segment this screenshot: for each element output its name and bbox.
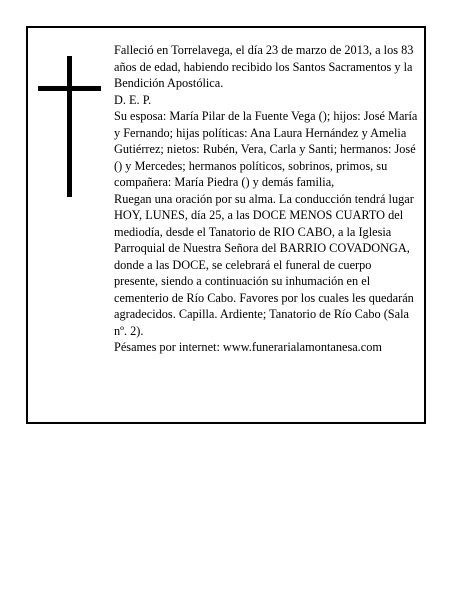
obituary-notice bbox=[26, 26, 426, 424]
condolences-line: Pésames por internet: www.funerarialamontanesa.com bbox=[114, 340, 382, 354]
rip-line: D. E. P. bbox=[114, 92, 152, 107]
family-list: Su esposa: María Pilar de la Fuente Vega (); hijos: José María y Fernando; hijas políticas: Ana Laura Hernández y Amelia Gutiérrez; nietos: Rubén, Vera, Carla y Santi; hermanos: José () y Mercedes; hermanos políticos, sobrinos, primos, su compañera: María Piedra () y demás familia, bbox=[114, 109, 418, 189]
funeral-details: Ruegan una oración por su alma. La conducción tendrá lugar HOY, LUNES, día 25, a las DOCE MENOS CUARTO del mediodía, desde el Tanatorio de RIO CABO, a la Iglesia Parroquial de Nuestra Señora del BARRIO COVADONGA, donde a las DOCE, se celebrará el funeral de cuerpo presente, siendo a continuación su inhumación en el cementerio de Río Cabo. Favores por los cuales les quedarán agradecidos. Capilla. Ardiente; Tanatorio de Río Cabo (Sala nº. 2). bbox=[114, 191, 414, 338]
cross-horizontal-bar bbox=[38, 86, 101, 91]
death-announcement: Falleció en Torrelavega, el día 23 de marzo de 2013, a los 83 años de edad, habiendo recibido los Santos Sacramentos y la Bendición Apostólica. bbox=[114, 43, 414, 90]
notice-text bbox=[114, 42, 418, 356]
cross-vertical-bar bbox=[67, 56, 72, 197]
